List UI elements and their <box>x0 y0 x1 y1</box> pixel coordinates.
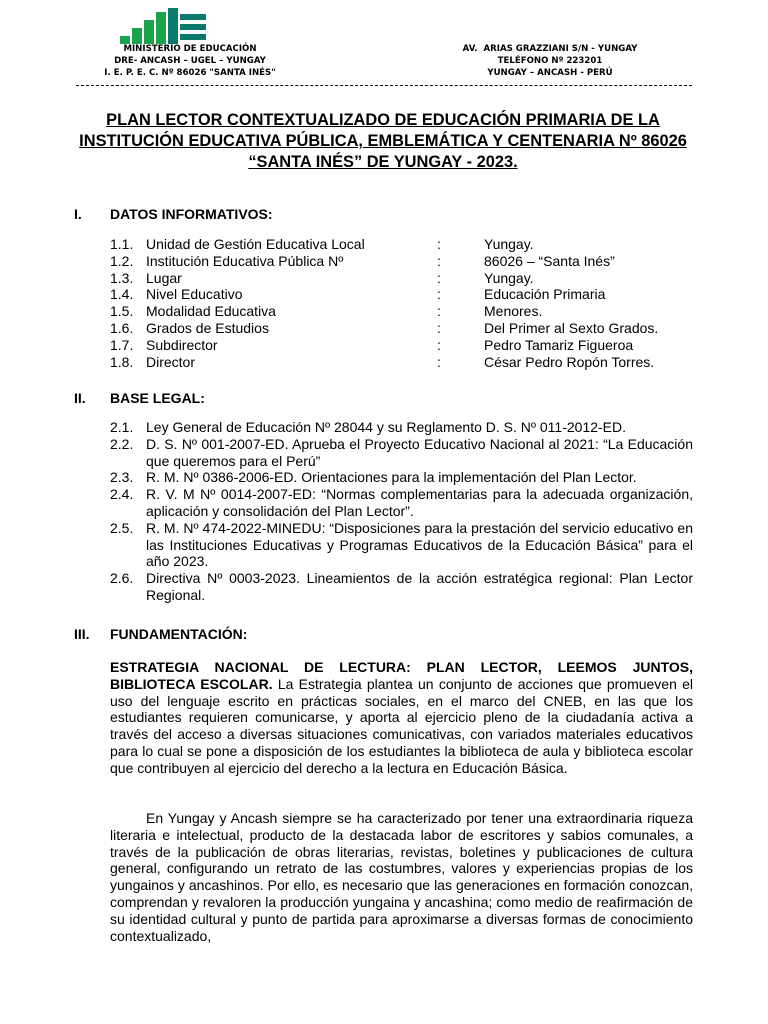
legal-num: 2.3. <box>110 469 134 486</box>
datos-value: César Pedro Ropón Torres. <box>484 353 655 370</box>
fundamentacion-paragraph-2: En Yungay y Ancash siempre se ha caracterizado por tener una extraordinaria riqueza literaria e intelectual, producto de la destacada labor de escritores y sabios comunales, a través de la publicación de obras literarias, revistas, boletines y publicaciones de cultura general, configurando un retrato de las costumbres, valores y experiencias propias de los yungainos y ancashinos. Por ello, es necesario que las generaciones en formación conozcan, comprendan y revaloren la producción yungaina y ancashina; como medio de reafirmación de su identidad cultural y punto de partida para aproximarse a diversas formas de conocimiento contextualizado, <box>110 810 693 944</box>
legal-text: Directiva Nº 0003-2023. Lineamientos de la acción estratégica regional: Plan Lector Regional. <box>146 570 693 603</box>
header-right-line-2: TELÉFONO Nº 223201 <box>497 56 603 66</box>
header-institution <box>80 43 300 79</box>
legal-item <box>110 419 693 436</box>
section-number: II. <box>74 390 86 406</box>
header-right-line-1: AV. ARIAS GRAZZIANI S/N - YUNGAY <box>462 44 638 54</box>
datos-value: Educación Primaria <box>484 286 606 303</box>
legal-num: 2.6. <box>110 570 134 587</box>
datos-separator: : <box>437 252 441 269</box>
legal-num: 2.4. <box>110 486 134 503</box>
datos-num: 1.8. <box>110 353 134 370</box>
header-divider <box>76 85 692 86</box>
legal-item <box>110 520 693 570</box>
section-heading-fundamentacion <box>74 626 247 643</box>
datos-label: Unidad de Gestión Educativa Local <box>146 236 365 252</box>
datos-separator: : <box>437 336 441 353</box>
datos-value: Del Primer al Sexto Grados. <box>484 319 659 336</box>
legal-num: 2.5. <box>110 519 134 536</box>
legal-item <box>110 570 693 604</box>
datos-num: 1.4. <box>110 286 134 303</box>
datos-num: 1.1. <box>110 236 134 252</box>
datos-value: Yungay. <box>484 236 534 252</box>
datos-separator: : <box>437 286 441 303</box>
section-title: DATOS INFORMATIVOS: <box>110 206 273 222</box>
datos-num: 1.2. <box>110 252 134 269</box>
legal-text: Ley General de Educación Nº 28044 y su Reglamento D. S. Nº 011-2012-ED. <box>146 419 627 435</box>
base-legal-list <box>110 419 693 604</box>
legal-item <box>110 486 693 520</box>
section-heading-base-legal <box>74 390 205 407</box>
ministry-logo <box>120 8 206 44</box>
datos-separator: : <box>437 269 441 286</box>
legal-text: R. V. M Nº 0014-2007-ED: “Normas complementarias para la adecuada organización, aplicación y consolidación del Plan Lector”. <box>146 486 693 519</box>
datos-separator: : <box>437 236 441 252</box>
datos-value: Menores. <box>484 303 543 320</box>
section-title: BASE LEGAL: <box>110 390 205 406</box>
fundamentacion-paragraph-1 <box>110 659 693 777</box>
datos-num: 1.5. <box>110 303 134 320</box>
datos-value: Pedro Tamariz Figueroa <box>484 336 634 353</box>
datos-label: Subdirector <box>146 336 218 353</box>
datos-label: Grados de Estudios <box>146 319 269 336</box>
section-number: III. <box>74 626 90 642</box>
legal-item <box>110 469 693 486</box>
header-left-line-3: I. E. P. E. C. Nº 86026 "SANTA INÉS" <box>104 68 276 78</box>
legal-text: R. M. Nº 0386-2006-ED. Orientaciones para la implementación del Plan Lector. <box>146 469 637 486</box>
datos-separator: : <box>437 353 441 370</box>
document-title: PLAN LECTOR CONTEXTUALIZADO DE EDUCACIÓN PRIMARIA DE LA INSTITUCIÓN EDUCATIVA PÚBLICA, EMBLEMÁTICA Y CENTENARIA Nº 86026 “SANTA INÉS” DE YUNGAY - 2023. <box>79 111 687 171</box>
header-right-line-3: YUNGAY – ANCASH - PERÚ <box>487 68 613 78</box>
datos-label: Nivel Educativo <box>146 286 243 303</box>
datos-num: 1.7. <box>110 336 134 353</box>
header-address <box>430 43 670 79</box>
legal-num: 2.1. <box>110 419 134 435</box>
datos-label: Lugar <box>146 269 182 286</box>
datos-label: Institución Educativa Pública Nº <box>146 252 344 269</box>
datos-label: Director <box>146 353 196 370</box>
section-number: I. <box>74 206 82 222</box>
legal-text: D. S. Nº 001-2007-ED. Aprueba el Proyecto Educativo Nacional al 2021: “La Educación que queremos para el Perú” <box>146 435 693 469</box>
header-left-line-2: DRE- ANCASH – UGEL – YUNGAY <box>114 56 266 66</box>
datos-num: 1.6. <box>110 319 134 336</box>
datos-separator: : <box>437 303 441 320</box>
datos-value: 86026 – “Santa Inés” <box>484 252 615 269</box>
section-heading-datos <box>74 206 273 223</box>
datos-separator: : <box>437 319 441 336</box>
section-title: FUNDAMENTACIÓN: <box>110 626 248 642</box>
datos-value: Yungay. <box>484 269 534 286</box>
datos-num: 1.3. <box>110 269 134 286</box>
legal-item <box>110 436 693 470</box>
legal-num: 2.2. <box>110 435 134 452</box>
paragraph-text: La Estrategia plantea un conjunto de acciones que promueven el uso del lenguaje escrito en prácticas sociales, en el marco del CNEB, en las que los estudiantes requieren comunicarse, y aporta al ejercicio pleno de la ciudadanía activa a través del acceso a diversas situaciones comunicativas, con variados materiales educativos para lo cual se pone a disposición de los estudiantes la biblioteca de aula y biblioteca escolar que contribuyen al ejercicio del derecho a la lectura en Educación Básica. <box>110 675 693 776</box>
legal-text: R. M. Nº 474-2022-MINEDU: “Disposiciones para la prestación del servicio educativo en las Instituciones Educativas y Programas Educativos de la Educación Básica” para el año 2023. <box>146 519 693 570</box>
header-left-line-1: MINISTERIO DE EDUCACIÓN <box>123 44 257 54</box>
strategy-heading: ESTRATEGIA NACIONAL DE LECTURA: PLAN LECTOR, LEEMOS JUNTOS, BIBLIOTECA ESCOLAR. <box>110 659 693 692</box>
datos-label: Modalidad Educativa <box>146 303 276 320</box>
